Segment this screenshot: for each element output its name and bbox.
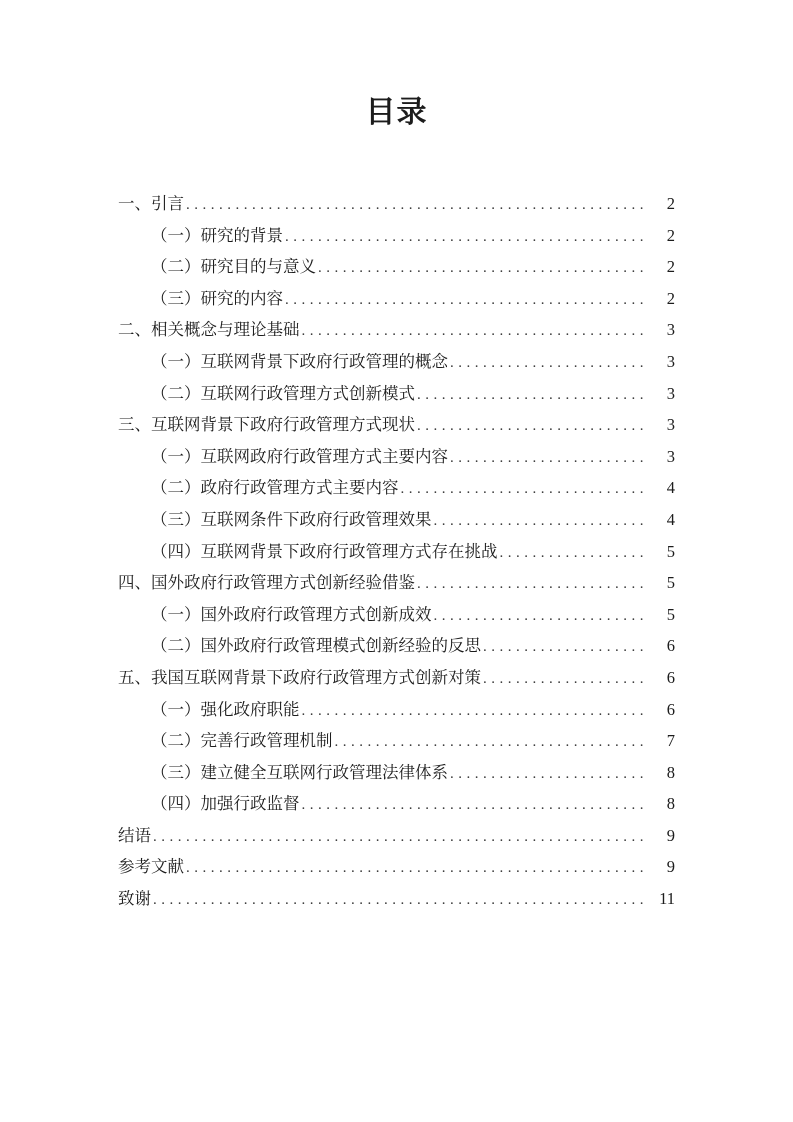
toc-entry-label: （一）互联网政府行政管理方式主要内容 — [151, 446, 448, 466]
toc-entry[interactable] — [118, 630, 675, 662]
dot-leader — [500, 536, 644, 570]
toc-entry-label: 四、国外政府行政管理方式创新经验借鉴 — [118, 573, 415, 593]
toc-entry[interactable] — [118, 567, 675, 599]
dot-leader — [434, 599, 644, 633]
toc-entry[interactable] — [118, 441, 675, 473]
dot-leader — [434, 504, 644, 538]
toc-entry-label: 致谢 — [118, 889, 151, 909]
toc-entry-label: 二、相关概念与理论基础 — [118, 320, 300, 340]
dot-leader — [318, 251, 643, 285]
dot-leader — [417, 567, 643, 601]
toc-entry-label: （三）研究的内容 — [151, 288, 283, 308]
toc-entry-label: 一、引言 — [118, 194, 184, 213]
toc-entry-label: （二）国外政府行政管理模式创新经验的反思 — [151, 636, 481, 656]
toc-entry[interactable] — [118, 757, 675, 789]
toc-entry-page: 2 — [666, 194, 675, 213]
toc-entry[interactable] — [118, 599, 675, 631]
dot-leader — [302, 694, 644, 728]
dot-leader — [186, 851, 643, 885]
toc-entry[interactable] — [118, 409, 675, 441]
toc-entry-label: （一）研究的背景 — [151, 225, 283, 245]
toc-entry[interactable] — [118, 283, 675, 315]
toc-entry-label: 五、我国互联网背景下政府行政管理方式创新对策 — [118, 667, 481, 687]
toc-entry[interactable] — [118, 662, 675, 694]
toc-entry[interactable] — [118, 536, 675, 568]
toc-entry-page: 5 — [666, 541, 675, 561]
toc-entry-page: 3 — [666, 351, 675, 371]
toc-entry-label: （二）研究目的与意义 — [151, 257, 316, 277]
toc-entry-page: 8 — [666, 762, 675, 782]
toc-entry-label: （一）互联网背景下政府行政管理的概念 — [151, 351, 448, 371]
toc-entry[interactable] — [118, 472, 675, 504]
dot-leader — [450, 757, 643, 791]
toc-entry[interactable] — [118, 378, 675, 410]
page-title: 目录 — [365, 96, 428, 129]
toc-entry-page: 8 — [666, 794, 675, 814]
dot-leader — [285, 283, 643, 317]
dot-leader — [483, 662, 643, 696]
dot-leader — [335, 725, 644, 759]
toc-entry-label: （三）互联网条件下政府行政管理效果 — [151, 509, 432, 529]
toc-entry[interactable] — [118, 188, 675, 220]
toc-entry-page: 3 — [666, 446, 675, 466]
dot-leader — [153, 820, 643, 854]
toc-entry-page: 4 — [666, 478, 675, 498]
dot-leader — [186, 188, 643, 222]
dot-leader — [401, 472, 644, 506]
toc-entry[interactable] — [118, 346, 675, 378]
toc-list — [118, 188, 675, 915]
toc-entry-page: 11 — [659, 889, 675, 909]
toc-entry-label: （一）国外政府行政管理方式创新成效 — [151, 604, 432, 624]
dot-leader — [450, 346, 643, 380]
toc-entry-page: 5 — [666, 573, 675, 593]
toc-entry-page: 2 — [666, 257, 675, 277]
toc-entry-label: （二）完善行政管理机制 — [151, 731, 333, 751]
toc-entry-page: 6 — [666, 636, 675, 656]
toc-entry[interactable] — [118, 220, 675, 252]
dot-leader — [153, 883, 643, 917]
toc-entry[interactable] — [118, 694, 675, 726]
toc-entry-page: 2 — [666, 288, 675, 308]
dot-leader — [417, 409, 643, 443]
toc-entry[interactable] — [118, 725, 675, 757]
toc-entry-page: 9 — [666, 857, 675, 877]
dot-leader — [302, 788, 644, 822]
toc-entry-label: （二）政府行政管理方式主要内容 — [151, 478, 399, 498]
toc-entry[interactable] — [118, 314, 675, 346]
toc-entry-page: 3 — [666, 320, 675, 340]
toc-entry[interactable] — [118, 504, 675, 536]
toc-entry-page: 3 — [666, 383, 675, 403]
toc-entry-label: （四）互联网背景下政府行政管理方式存在挑战 — [151, 541, 498, 561]
toc-entry-label: （二）互联网行政管理方式创新模式 — [151, 383, 415, 403]
dot-leader — [483, 630, 643, 664]
toc-entry-page: 2 — [666, 225, 675, 245]
toc-entry-label: （四）加强行政监督 — [151, 794, 300, 814]
toc-entry[interactable] — [118, 851, 675, 883]
dot-leader — [417, 378, 643, 412]
toc-entry[interactable] — [118, 820, 675, 852]
toc-entry-page: 4 — [666, 509, 675, 529]
toc-entry-page: 6 — [666, 667, 675, 687]
dot-leader — [302, 314, 644, 348]
toc-entry-label: （一）强化政府职能 — [151, 699, 300, 719]
dot-leader — [450, 441, 643, 475]
toc-entry-page: 7 — [666, 731, 675, 751]
toc-entry-page: 5 — [666, 604, 675, 624]
toc-entry-label: 三、互联网背景下政府行政管理方式现状 — [118, 415, 415, 435]
dot-leader — [285, 220, 643, 254]
toc-entry[interactable] — [118, 883, 675, 915]
toc-entry-page: 3 — [666, 415, 675, 435]
toc-entry-label: 参考文献 — [118, 857, 184, 877]
toc-entry-page: 9 — [666, 825, 675, 845]
toc-entry[interactable] — [118, 251, 675, 283]
toc-entry-label: （三）建立健全互联网行政管理法律体系 — [151, 762, 448, 782]
toc-entry-page: 6 — [666, 699, 675, 719]
toc-entry[interactable] — [118, 788, 675, 820]
toc-entry-label: 结语 — [118, 825, 151, 845]
